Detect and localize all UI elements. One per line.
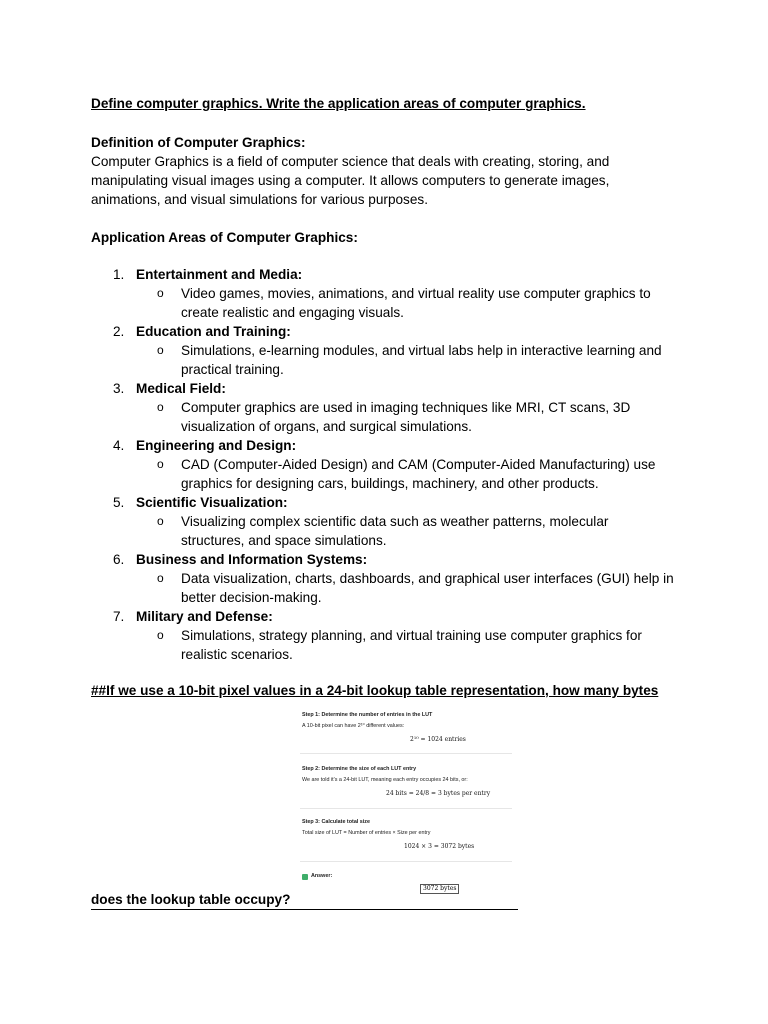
step-2-title: Step 2: Determine the size of each LUT entry (302, 766, 417, 772)
list-item-text: Simulations, e-learning modules, and virtual labs help in interactive learning and (181, 343, 662, 358)
bullet-icon: o (157, 571, 164, 585)
step-3-text: Total size of LUT = Number of entries × Size per entry (302, 830, 431, 836)
list-item-text: Simulations, strategy planning, and virtual training use computer graphics for (181, 628, 642, 643)
list-item-text: structures, and space simulations. (181, 533, 387, 548)
definition-heading: Definition of Computer Graphics: (91, 135, 306, 150)
list-number: 6. (113, 552, 125, 567)
list-item-text: CAD (Computer-Aided Design) and CAM (Computer-Aided Manufacturing) use (181, 457, 656, 472)
list-item-text: Video games, movies, animations, and virtual reality use computer graphics to (181, 286, 651, 301)
list-item-text: create realistic and engaging visuals. (181, 305, 404, 320)
bullet-icon: o (157, 286, 164, 300)
step-1-text: A 10-bit pixel can have 2¹⁰ different values: (302, 723, 405, 729)
answer-screenshot (294, 704, 518, 904)
step-1-title: Step 1: Determine the number of entries in the LUT (302, 712, 433, 718)
step-3-formula: 1024 × 3 = 3072 bytes (404, 843, 475, 850)
divider (300, 861, 512, 862)
checkbox-icon (302, 874, 308, 880)
list-item-title: Entertainment and Media: (136, 267, 303, 282)
list-number: 7. (113, 609, 125, 624)
definition-line: Computer Graphics is a field of computer science that deals with creating, storing, and (91, 154, 610, 169)
list-item-title: Business and Information Systems: (136, 552, 368, 567)
definition-line: manipulating visual images using a computer. It allows computers to generate images, (91, 173, 610, 188)
list-number: 1. (113, 267, 125, 282)
answer-value: 3072 bytes (420, 884, 459, 894)
answer-label: Answer: (311, 873, 333, 879)
question-1-heading: Define computer graphics. Write the application areas of computer graphics. (91, 96, 586, 111)
divider (300, 753, 512, 754)
list-number: 4. (113, 438, 125, 453)
list-item-text: practical training. (181, 362, 284, 377)
bullet-icon: o (157, 400, 164, 414)
applications-heading: Application Areas of Computer Graphics: (91, 230, 358, 245)
list-item-text: better decision-making. (181, 590, 322, 605)
list-item-text: graphics for designing cars, buildings, machinery, and other products. (181, 476, 599, 491)
bullet-icon: o (157, 343, 164, 357)
bullet-icon: o (157, 628, 164, 642)
list-item-text: Data visualization, charts, dashboards, and graphical user interfaces (GUI) help in (181, 571, 674, 586)
list-item-text: realistic scenarios. (181, 647, 293, 662)
step-2-text: We are told it's a 24-bit LUT, meaning each entry occupies 24 bits, or: (302, 777, 468, 783)
question-2-heading-continued: does the lookup table occupy? (91, 890, 518, 910)
step-2-formula: 24 bits = 24/8 = 3 bytes per entry (386, 790, 491, 797)
list-item-title: Engineering and Design: (136, 438, 297, 453)
list-item-title: Military and Defense: (136, 609, 273, 624)
bullet-icon: o (157, 457, 164, 471)
list-item-text: Computer graphics are used in imaging techniques like MRI, CT scans, 3D (181, 400, 631, 415)
step-1-formula: 2¹⁰ = 1024 entries (410, 736, 466, 743)
list-item-text: visualization of organs, and surgical simulations. (181, 419, 472, 434)
divider (300, 808, 512, 809)
list-item-title: Education and Training: (136, 324, 291, 339)
definition-line: animations, and visual simulations for various purposes. (91, 192, 428, 207)
bullet-icon: o (157, 514, 164, 528)
list-item-title: Scientific Visualization: (136, 495, 288, 510)
list-item-title: Medical Field: (136, 381, 226, 396)
question-2-heading: ##If we use a 10-bit pixel values in a 24-bit lookup table representation, how many bytes (91, 683, 659, 698)
list-number: 5. (113, 495, 125, 510)
list-number: 2. (113, 324, 125, 339)
step-3-title: Step 3: Calculate total size (302, 819, 371, 825)
list-number: 3. (113, 381, 125, 396)
list-item-text: Visualizing complex scientific data such as weather patterns, molecular (181, 514, 609, 529)
